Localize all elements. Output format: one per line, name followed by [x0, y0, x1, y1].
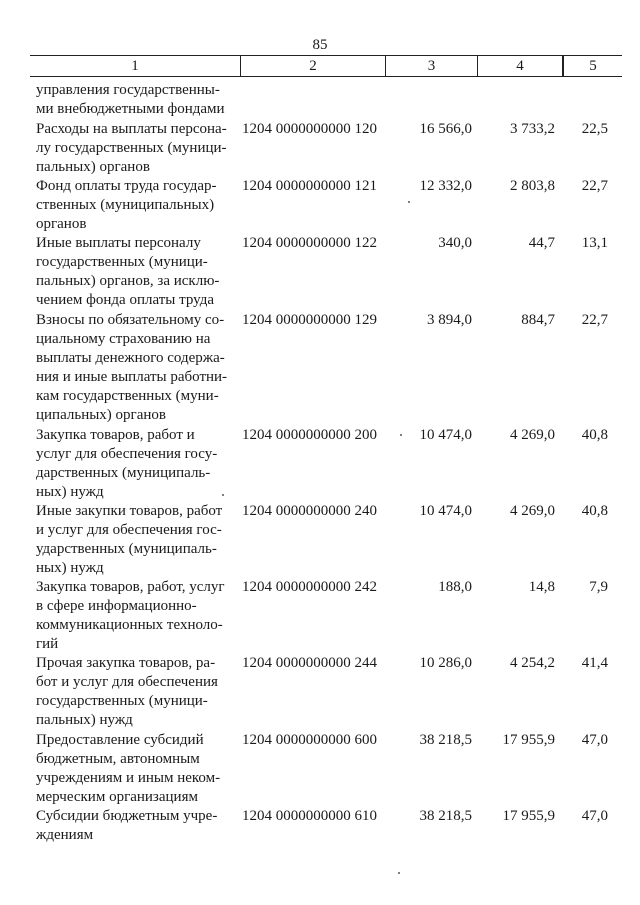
row-name-line: кам государственных (муни- — [36, 388, 219, 404]
row-name-line: мерческим организациям — [36, 789, 198, 805]
row-name-line: и услуг для обеспечения гос- — [36, 522, 222, 538]
row-name-line: ципальных) органов — [36, 407, 166, 423]
row-name — [36, 234, 236, 310]
row-name-line: ных) нужд — [36, 560, 104, 576]
page-number: 85 — [312, 37, 328, 53]
row-name-line: пальных) нужд — [36, 712, 133, 728]
row-name — [36, 311, 236, 425]
row-name-line: циальному страхованию на — [36, 331, 211, 347]
row-value-5: 22,5 — [581, 121, 608, 137]
row-value-4: 2 803,8 — [510, 178, 555, 194]
row-name — [36, 654, 236, 730]
row-value-3: 188,0 — [438, 579, 472, 595]
row-name-line: ственных (муниципальных) — [36, 197, 215, 213]
row-name-line: бот и услуг для обеспечения — [36, 674, 218, 690]
row-name-line: лу государственных (муници- — [36, 140, 227, 156]
row-value-5: 22,7 — [581, 312, 608, 328]
row-code: 1204 0000000000 200 — [242, 427, 377, 443]
row-name-line: Закупка товаров, работ и — [36, 427, 195, 443]
row-value-5: 47,0 — [581, 808, 608, 824]
row-value-4: 17 955,9 — [502, 732, 555, 748]
row-value-4: 44,7 — [528, 235, 555, 251]
row-value-3: 10 474,0 — [419, 427, 472, 443]
row-name-line: Расходы на выплаты персона- — [36, 121, 227, 137]
row-value-3: 12 332,0 — [419, 178, 472, 194]
row-name-line: учреждениям и иным неком- — [36, 770, 221, 786]
row-value-5: 40,8 — [581, 427, 608, 443]
row-value-3: 10 474,0 — [419, 503, 472, 519]
row-value-4: 4 254,2 — [510, 655, 555, 671]
scan-speck — [400, 434, 402, 436]
row-name-line: Субсидии бюджетным учре- — [36, 808, 218, 824]
row-code: 1204 0000000000 242 — [242, 579, 377, 595]
row-code: 1204 0000000000 129 — [242, 312, 377, 328]
row-name-line: Закупка товаров, работ, услуг — [36, 579, 225, 595]
row-name-line: услуг для обеспечения госу- — [36, 446, 218, 462]
row-name-line: управления государственны- — [36, 82, 220, 98]
row-name-line: выплаты денежного содержа- — [36, 350, 225, 366]
row-name-line: ми внебюджетными фондами — [36, 101, 225, 117]
row-value-3: 10 286,0 — [419, 655, 472, 671]
row-code: 1204 0000000000 122 — [242, 235, 377, 251]
row-name-line: чением фонда оплаты труда — [36, 292, 214, 308]
row-name — [36, 578, 236, 654]
row-value-5: 47,0 — [581, 732, 608, 748]
row-code: 1204 0000000000 120 — [242, 121, 377, 137]
row-name — [36, 81, 236, 119]
row-value-3: 38 218,5 — [419, 808, 472, 824]
row-name — [36, 120, 236, 177]
row-value-4: 884,7 — [521, 312, 555, 328]
row-name — [36, 807, 236, 845]
row-name-line: Иные выплаты персоналу — [36, 235, 201, 251]
row-value-5: 7,9 — [589, 579, 608, 595]
row-name-line: ударственных (муниципаль- — [36, 541, 217, 557]
row-name-line: ных) нужд — [36, 484, 104, 500]
column-header-4: 4 — [478, 56, 563, 76]
row-name-line: пальных) органов — [36, 159, 150, 175]
scan-speck — [398, 872, 400, 874]
row-code: 1204 0000000000 240 — [242, 503, 377, 519]
row-name — [36, 177, 236, 234]
row-name-line: Иные закупки товаров, работ — [36, 503, 223, 519]
row-value-4: 3 733,2 — [510, 121, 555, 137]
row-value-3: 340,0 — [438, 235, 472, 251]
row-value-4: 4 269,0 — [510, 427, 555, 443]
row-name-line: Прочая закупка товаров, ра- — [36, 655, 216, 671]
row-name-line: пальных) органов, за исклю- — [36, 273, 220, 289]
row-name-line: ждениям — [36, 827, 94, 843]
column-header-5: 5 — [563, 56, 622, 76]
row-value-4: 17 955,9 — [502, 808, 555, 824]
row-value-4: 4 269,0 — [510, 503, 555, 519]
row-name-line: Фонд оплаты труда государ- — [36, 178, 217, 194]
row-name — [36, 731, 236, 807]
column-header-2: 2 — [241, 56, 386, 76]
row-name-line: бюджетным, автономным — [36, 751, 200, 767]
row-name-line: государственных (муници- — [36, 254, 208, 270]
row-name-line: Предоставление субсидий — [36, 732, 204, 748]
scan-speck — [222, 494, 224, 496]
row-code: 1204 0000000000 600 — [242, 732, 377, 748]
column-header-row — [30, 55, 622, 77]
row-name-line: в сфере информационно- — [36, 598, 197, 614]
row-value-5: 40,8 — [581, 503, 608, 519]
row-name-line: государственных (муници- — [36, 693, 208, 709]
row-value-5: 41,4 — [581, 655, 608, 671]
row-name-line: дарственных (муниципаль- — [36, 465, 211, 481]
row-code: 1204 0000000000 244 — [242, 655, 377, 671]
row-name-line: Взносы по обязательному со- — [36, 312, 225, 328]
row-code: 1204 0000000000 610 — [242, 808, 377, 824]
row-name-line: коммуникационных техноло- — [36, 617, 223, 633]
row-name — [36, 426, 236, 502]
column-header-1: 1 — [30, 56, 241, 76]
row-value-5: 22,7 — [581, 178, 608, 194]
row-name-line: ния и иные выплаты работни- — [36, 369, 228, 385]
row-value-5: 13,1 — [581, 235, 608, 251]
row-code: 1204 0000000000 121 — [242, 178, 377, 194]
row-name — [36, 502, 236, 578]
column-header-3: 3 — [386, 56, 478, 76]
row-name-line: органов — [36, 216, 87, 232]
row-value-3: 38 218,5 — [419, 732, 472, 748]
row-value-4: 14,8 — [528, 579, 555, 595]
scan-speck — [408, 201, 410, 203]
row-value-3: 3 894,0 — [427, 312, 472, 328]
row-value-3: 16 566,0 — [419, 121, 472, 137]
row-name-line: гий — [36, 636, 59, 652]
